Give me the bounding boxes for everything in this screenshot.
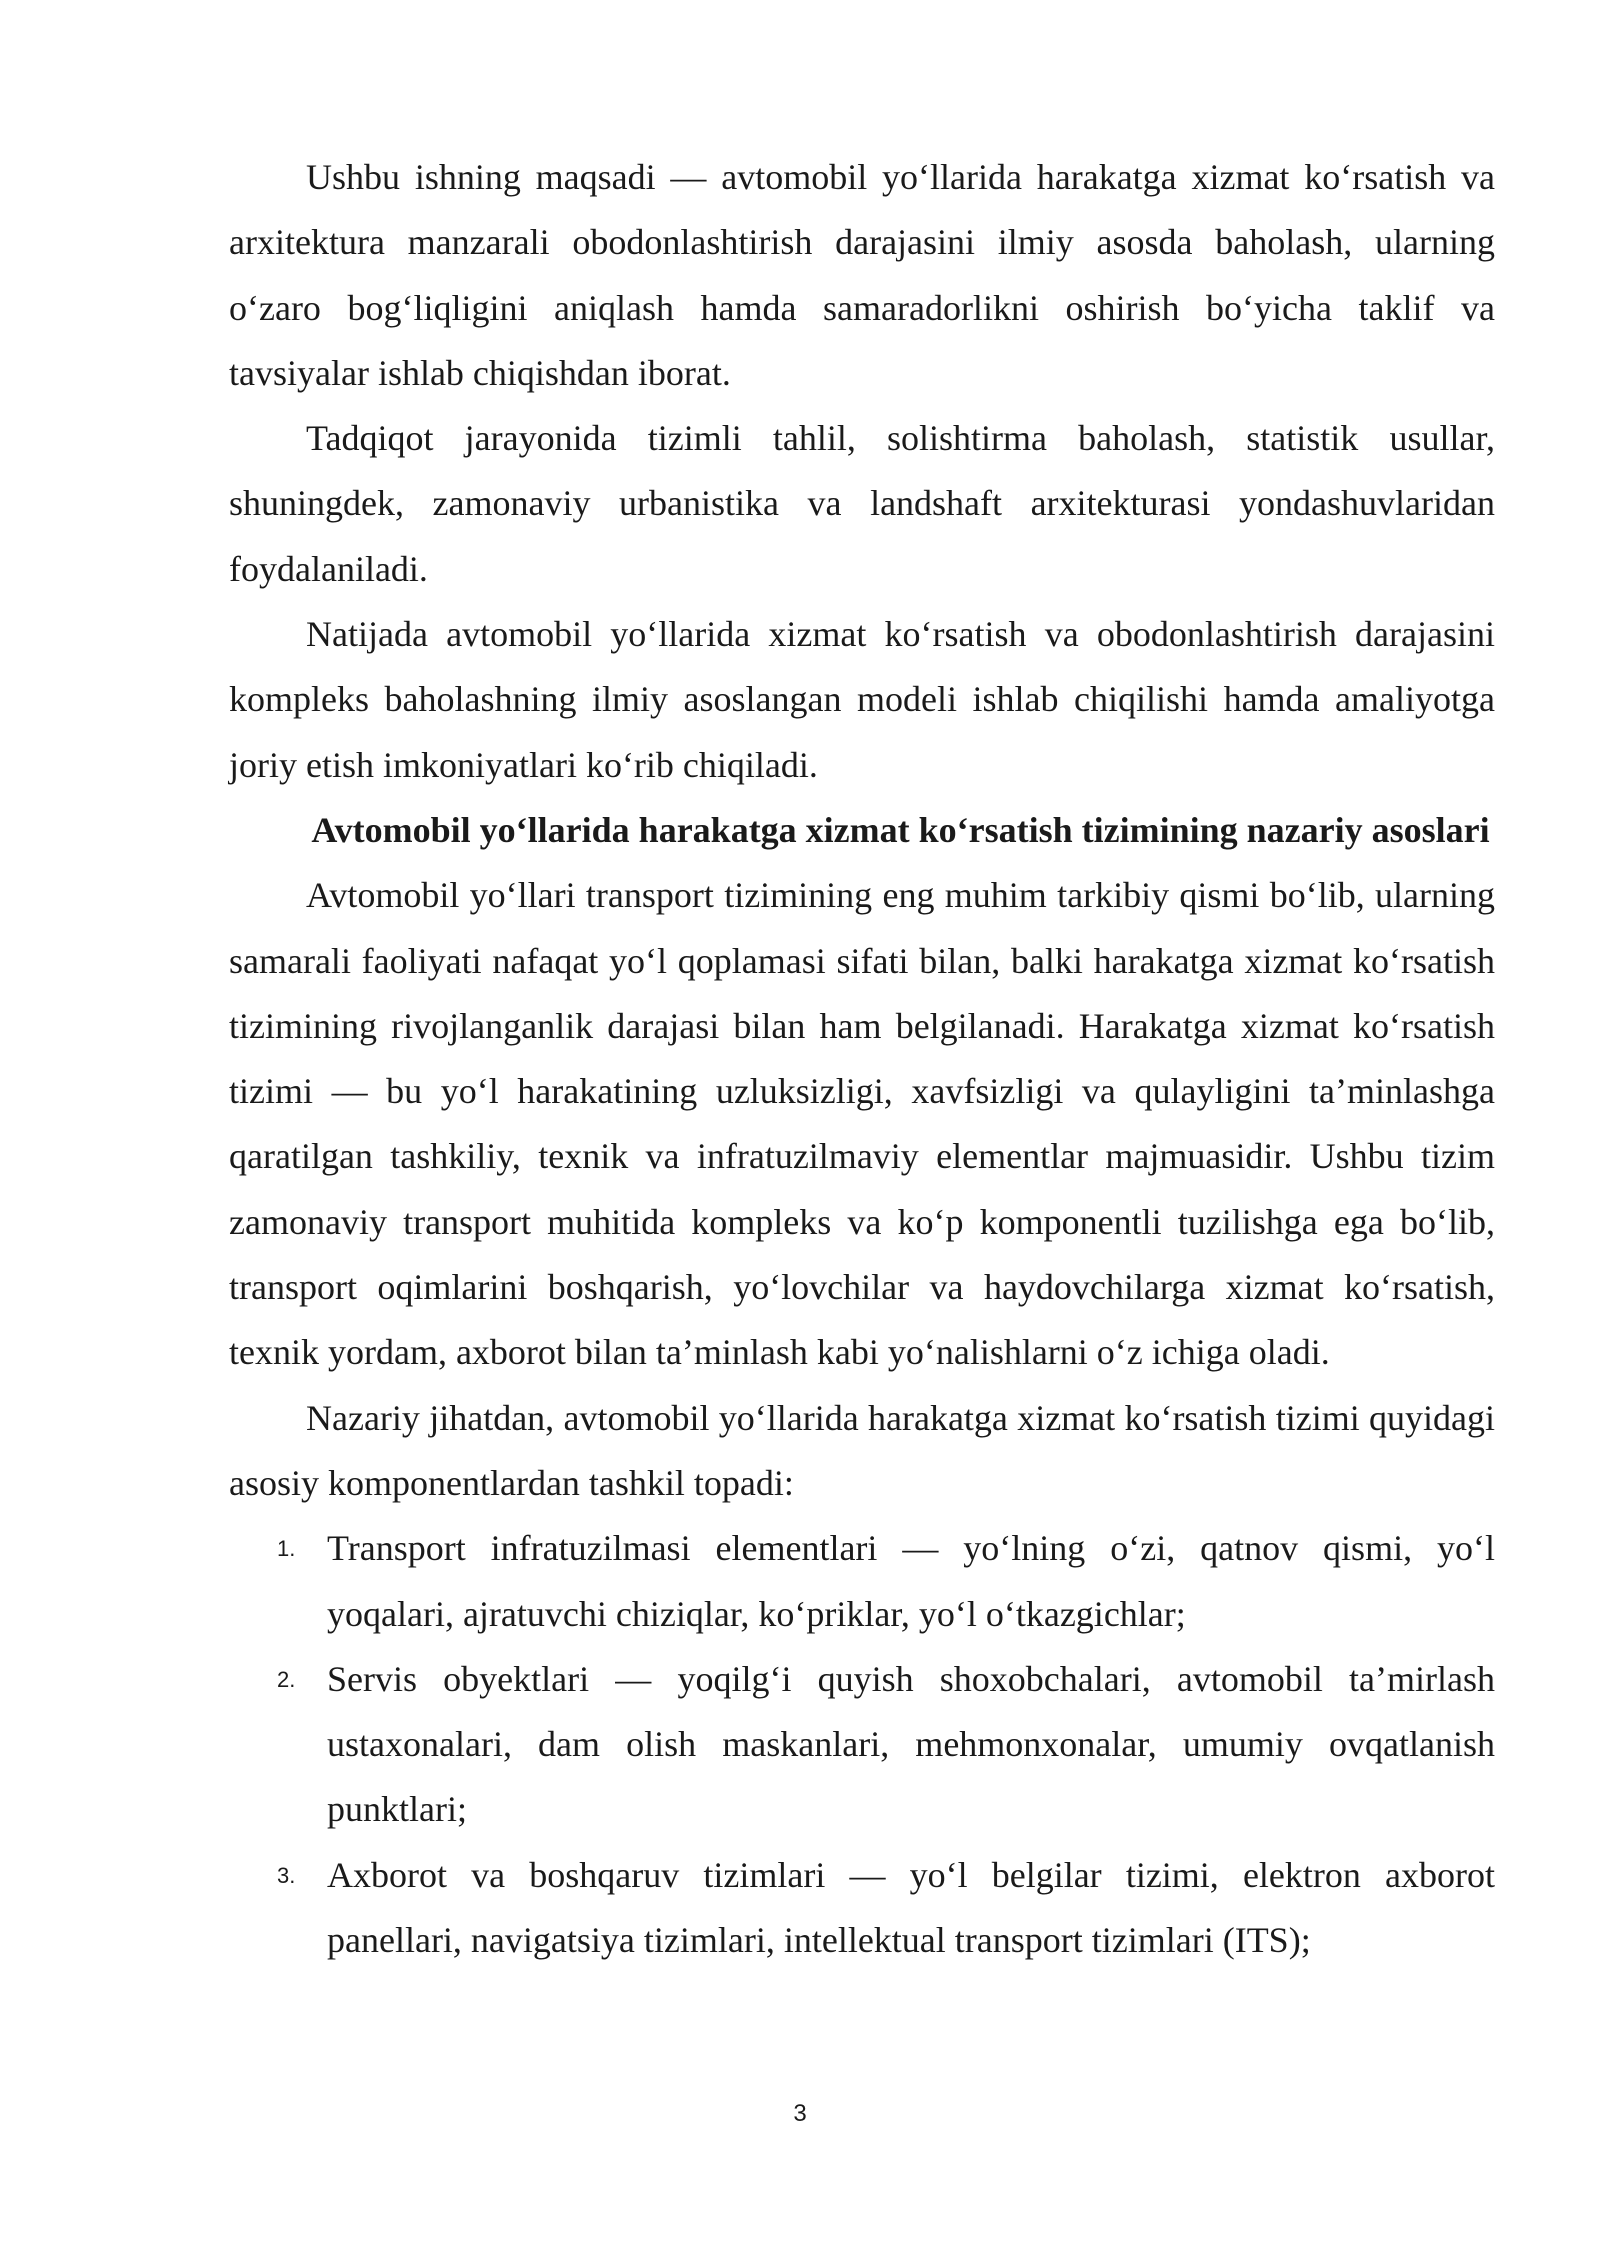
list-item-number: 3. xyxy=(277,1862,296,1888)
list-item-number: 1. xyxy=(277,1536,296,1562)
intro-paragraph-goal: Ushbu ishning maqsadi — avtomobil yo‘llarida harakatga xizmat ko‘rsatish va arxitektura manzarali obodonlashtirish darajasini ilmiy asosda baholash, ularning o‘zaro bog‘liqligini aniqlash hamda samaradorlikni oshirish bo‘yicha taklif va tavsiyalar ishlab chiqishdan iborat. xyxy=(229,157,1495,393)
list-item xyxy=(229,1843,1495,1974)
list-item xyxy=(229,1516,1495,1647)
page-number: 3 xyxy=(793,2100,807,2127)
list-item-text: Axborot va boshqaruv tizimlari — yo‘l belgilar tizimi, elektron axborot panellari, navigatsiya tizimlari, intellektual transport tizimlari (ITS); xyxy=(327,1854,1495,1961)
page-content xyxy=(229,145,1495,1973)
list-item-text: Servis obyektlari — yoqilg‘i quyish shoxobchalari, avtomobil ta’mirlash ustaxonalari, dam olish maskanlari, mehmonxonalar, umumiy ovqatlanish punktlari; xyxy=(327,1658,1495,1830)
intro-paragraph-results: Natijada avtomobil yo‘llarida xizmat ko‘rsatish va obodonlashtirish darajasini kompleks baholashning ilmiy asoslangan modeli ishlab chiqilishi hamda amaliyotga joriy etish imkoniyatlari ko‘rib chiqiladi. xyxy=(229,614,1495,785)
list-item xyxy=(229,1647,1495,1843)
list-item-text: Transport infratuzilmasi elementlari — yo‘lning o‘zi, qatnov qismi, yo‘l yoqalari, ajratuvchi chiziqlar, ko‘priklar, yo‘l o‘tkazgichlar; xyxy=(327,1528,1495,1634)
list-item-number: 2. xyxy=(277,1666,296,1692)
components-list xyxy=(229,1516,1495,1973)
section-heading: Avtomobil yo‘llarida harakatga xizmat ko‘rsatish tizimining nazariy asoslari xyxy=(311,809,1490,850)
body-paragraph-components-intro: Nazariy jihatdan, avtomobil yo‘llarida harakatga xizmat ko‘rsatish tizimi quyidagi asosiy komponentlardan tashkil topadi: xyxy=(229,1397,1495,1503)
intro-paragraph-methods: Tadqiqot jarayonida tizimli tahlil, solishtirma baholash, statistik usullar, shuningdek, zamonaviy urbanistika va landshaft arxitekturasi yondashuvlaridan foydalaniladi. xyxy=(229,418,1495,589)
body-paragraph-definition: Avtomobil yo‘llari transport tizimining eng muhim tarkibiy qismi bo‘lib, ularning samarali faoliyati nafaqat yo‘l qoplamasi sifati bilan, balki harakatga xizmat ko‘rsatish tizimining rivojlanganlik darajasi bilan ham belgilanadi. Harakatga xizmat ko‘rsatish tizimi — bu yo‘l harakatining uzluksizligi, xavfsizligi va qulayligini ta’minlashga qaratilgan tashkiliy, texnik va infratuzilmaviy elementlar majmuasidir. Ushbu tizim zamonaviy transport muhitida kompleks va ko‘p komponentli tuzilishga ega bo‘lib, transport oqimlarini boshqarish, yo‘lovchilar va haydovchilarga xizmat ko‘rsatish, texnik yordam, axborot bilan ta’minlash kabi yo‘nalishlarni o‘z ichiga oladi. xyxy=(229,875,1495,1373)
